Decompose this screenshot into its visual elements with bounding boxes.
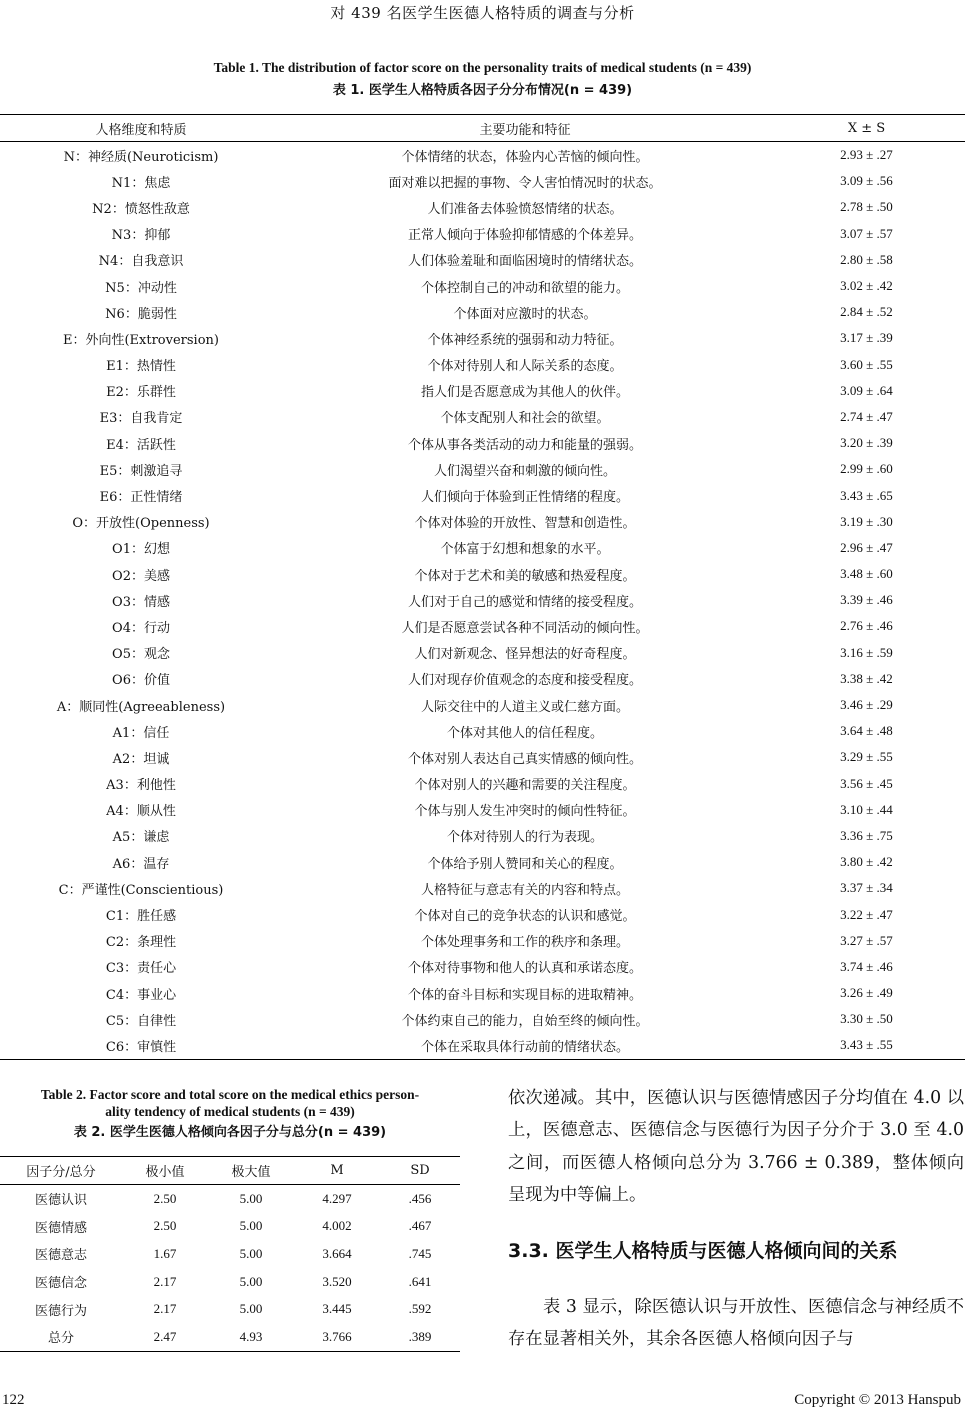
table1-cell: N3：抑郁 xyxy=(111,228,171,244)
table1-cell: 3.09 ± .56 xyxy=(840,173,893,189)
table1-cell: A1：信任 xyxy=(112,725,170,741)
table2-caption-zh: 表 2. 医学生医德人格倾向各因子分与总分(n = 439) xyxy=(73,1125,387,1140)
table2-cell: 医德意志 xyxy=(34,1248,87,1264)
table1-cell: 人们对新观念、怪异想法的好奇程度。 xyxy=(414,647,636,663)
table1-cell: 个体控制自己的冲动和欲望的能力。 xyxy=(420,280,629,296)
table1-cell: 个体与别人发生冲突时的倾向性特征。 xyxy=(414,804,636,820)
table1-cell: 3.22 ± .47 xyxy=(840,906,893,922)
table1-cell: 个体对待别人的行为表现。 xyxy=(446,830,603,846)
table1-cell: 3.38 ± .42 xyxy=(840,670,893,686)
table1-row xyxy=(0,168,965,194)
table2-caption-en xyxy=(0,1086,460,1120)
table1-row xyxy=(0,928,965,954)
table2-cell: 医德行为 xyxy=(34,1303,87,1319)
table1-cell: 3.43 ± .55 xyxy=(768,1032,965,1059)
section-heading: 3.3. 医学生人格特质与医德人格倾向间的关系 xyxy=(508,1240,898,1262)
table1-cell: 人们体验羞耻和面临困境时的情绪状态。 xyxy=(407,254,642,270)
table1-row xyxy=(0,325,965,351)
table1-row xyxy=(0,980,965,1006)
table2-cell: 5.00 xyxy=(239,1301,263,1317)
table1-cell: 个体从事各类活动的动力和能量的强弱。 xyxy=(407,437,642,453)
body-paragraph: 依次递减。其中，医德认识与医德情感因子分均值在 4.0 以上，医德意志、医德信念与医德行为因子分介于 3.0 至 4.0 之间，而医德人格倾向总分为 3.766 ± 0.389，整体倾向呈现为中等偏上。 xyxy=(508,1088,964,1206)
table1-cell: 3.26 ± .49 xyxy=(840,985,893,1001)
table1-cell: 3.20 ± .39 xyxy=(840,435,893,451)
table2-cell: .389 xyxy=(380,1323,460,1351)
table1-cell: A3：利他性 xyxy=(106,778,176,794)
table1-caption-en: Table 1. The distribution of factor score on the personality traits of medical students (n = 439) xyxy=(213,60,752,75)
table1-cell: 个体约束自己的能力，自始至终的倾向性。 xyxy=(401,1013,649,1029)
table1-row xyxy=(0,875,965,901)
table1-cell: 3.02 ± .42 xyxy=(840,278,893,294)
table2-caption-en-line: ality tendency of medical students (n = 439) xyxy=(105,1104,355,1119)
table1-cell: 个体在采取具体行动前的情绪状态。 xyxy=(282,1032,768,1059)
table1-row xyxy=(0,613,965,639)
table1-row xyxy=(0,901,965,927)
table1-header-cell: 主要功能和特征 xyxy=(282,115,768,142)
copyright-notice: Copyright © 2013 Hanspub xyxy=(794,1392,961,1408)
table1-cell: O1：幻想 xyxy=(112,542,170,558)
table2-cell: 医德认识 xyxy=(34,1193,87,1209)
table1-row xyxy=(0,640,965,666)
table1-cell: 个体对别人的兴趣和需要的关注程度。 xyxy=(414,778,636,794)
table1-cell: N1：焦虑 xyxy=(111,175,171,191)
table2-cell: 2.50 xyxy=(153,1218,177,1234)
table2-cell: 2.17 xyxy=(153,1301,177,1317)
table1-cell: O4：行动 xyxy=(112,620,170,636)
table1-cell: 3.39 ± .46 xyxy=(840,592,893,608)
table1-cell: N2：愤怒性敌意 xyxy=(92,201,190,217)
table1-cell: E2：乐群性 xyxy=(106,385,176,401)
running-head: 对 439 名医学生医德人格特质的调查与分析 xyxy=(330,4,635,22)
table1-cell: 3.30 ± .50 xyxy=(840,1011,893,1027)
table1-cell: 3.07 ± .57 xyxy=(840,225,893,241)
table1-row xyxy=(0,744,965,770)
table2-cell: .456 xyxy=(408,1190,432,1206)
table2-cell: 5.00 xyxy=(239,1273,263,1289)
table1-cell: E1：热情性 xyxy=(106,359,176,375)
table1-cell: O6：价值 xyxy=(112,673,170,689)
table1-cell: 3.80 ± .42 xyxy=(840,854,893,870)
table2-row xyxy=(0,1295,460,1323)
table1-cell: 3.36 ± .75 xyxy=(840,827,893,843)
table1-cell: 个体神经系统的强弱和动力特征。 xyxy=(427,332,623,348)
table1-cell: C1：胜任感 xyxy=(105,909,177,925)
table1-row xyxy=(0,509,965,535)
table1-row xyxy=(0,1032,965,1059)
table1-cell: 个体支配别人和社会的欲望。 xyxy=(440,411,610,427)
table1-cell: A6：温存 xyxy=(112,856,170,872)
table1-cell: 3.60 ± .55 xyxy=(840,356,893,372)
table1-cell: N4：自我意识 xyxy=(98,254,184,270)
table1-cell: 3.10 ± .44 xyxy=(840,801,893,817)
table1-cell: O5：观念 xyxy=(112,647,170,663)
table1-cell: 人们渴望兴奋和刺激的倾向性。 xyxy=(433,463,616,479)
table1-cell: 个体对自己的竞争状态的认识和感觉。 xyxy=(414,909,636,925)
table1-row xyxy=(0,954,965,980)
table1-cell: 个体对别人表达自己真实情感的倾向性。 xyxy=(407,751,642,767)
table2-header-cell: 因子分/总分 xyxy=(0,1157,122,1185)
table1-cell: 个体对待别人和人际关系的态度。 xyxy=(427,359,623,375)
table1-row xyxy=(0,587,965,613)
table1-cell: 2.80 ± .58 xyxy=(840,251,893,267)
table1-cell: N5：冲动性 xyxy=(105,280,177,296)
table1-cell: O3：情感 xyxy=(112,594,170,610)
table1-row xyxy=(0,273,965,299)
body-paragraph: 表 3 显示，除医德认识与开放性、医德信念与神经质不存在显著相关外，其余各医德人格倾向因子与 xyxy=(508,1297,964,1350)
table1-cell: C：严谨性(Conscientious) xyxy=(58,882,224,898)
table1-cell: 个体的奋斗目标和实现目标的进取精神。 xyxy=(407,987,642,1003)
table1-cell: 指人们是否愿意成为其他人的伙伴。 xyxy=(420,385,629,401)
table1 xyxy=(0,114,965,1060)
table1-row xyxy=(0,797,965,823)
table1-cell: 3.56 ± .45 xyxy=(840,775,893,791)
table2-caption-en-line: Table 2. Factor score and total score on the medical ethics person- xyxy=(40,1087,420,1102)
table2-cell: 2.47 xyxy=(122,1323,208,1351)
table1-cell: 2.93 ± .27 xyxy=(840,147,893,163)
table2-row xyxy=(0,1323,460,1351)
table2-cell: 4.002 xyxy=(322,1218,352,1234)
table1-cell: 人格特征与意志有关的内容和特点。 xyxy=(420,882,629,898)
table2-cell: 4.93 xyxy=(208,1323,294,1351)
table1-cell: 个体给予别人赞同和关心的程度。 xyxy=(427,856,623,872)
table1-cell: 2.84 ± .52 xyxy=(840,304,893,320)
table1-row xyxy=(0,352,965,378)
table1-cell: C6：审慎性 xyxy=(0,1032,282,1059)
table1-cell: C4：事业心 xyxy=(105,987,177,1003)
table2-cell: 医德信念 xyxy=(34,1276,87,1292)
table1-row xyxy=(0,561,965,587)
table1-cell: 3.29 ± .55 xyxy=(840,749,893,765)
table1-row xyxy=(0,194,965,220)
table1-cell: 个体富于幻想和想象的水平。 xyxy=(440,542,610,558)
table1-cell: C5：自律性 xyxy=(105,1013,177,1029)
table1-cell: 3.19 ± .30 xyxy=(840,513,893,529)
table1-cell: 2.99 ± .60 xyxy=(840,461,893,477)
table2-row xyxy=(0,1185,460,1213)
table2-header-cell: 极大值 xyxy=(208,1157,294,1185)
table1-cell: 人们对于自己的感觉和情绪的接受程度。 xyxy=(407,594,642,610)
table1-cell: A2：坦诚 xyxy=(112,751,170,767)
table2-cell: 总分 xyxy=(0,1323,122,1351)
table2 xyxy=(0,1156,460,1352)
table1-cell: 人们准备去体验愤怒情绪的状态。 xyxy=(427,201,623,217)
table1-header-cell: X ± S xyxy=(768,115,965,142)
table2-header-row xyxy=(0,1157,460,1185)
table1-row xyxy=(0,299,965,325)
table1-row xyxy=(0,718,965,744)
table1-cell: E：外向性(Extroversion) xyxy=(62,332,219,348)
table1-cell: 3.09 ± .64 xyxy=(840,382,893,398)
table2-cell: 5.00 xyxy=(239,1218,263,1234)
table1-row xyxy=(0,247,965,273)
table1-cell: 3.27 ± .57 xyxy=(840,932,893,948)
table2-cell: 3.664 xyxy=(322,1245,352,1261)
table1-cell: 2.78 ± .50 xyxy=(840,199,893,215)
table2-cell: 3.520 xyxy=(322,1273,352,1289)
table2-cell: 5.00 xyxy=(239,1190,263,1206)
table1-cell: 3.16 ± .59 xyxy=(840,644,893,660)
table1-row xyxy=(0,666,965,692)
table1-cell: 3.64 ± .48 xyxy=(840,723,893,739)
table1-cell: 人们倾向于体验到正性情绪的程度。 xyxy=(420,490,629,506)
table1-row xyxy=(0,430,965,456)
table1-cell: 正常人倾向于体验抑郁情感的个体差异。 xyxy=(407,228,642,244)
table2-cell: 2.50 xyxy=(153,1190,177,1206)
table2-cell: 3.445 xyxy=(322,1301,352,1317)
table2-cell: 医德情感 xyxy=(34,1220,87,1236)
table1-cell: 个体对其他人的信任程度。 xyxy=(446,725,603,741)
table1-cell: 2.76 ± .46 xyxy=(840,618,893,634)
table1-cell: 3.48 ± .60 xyxy=(840,566,893,582)
table1-cell: 个体对于艺术和美的敏感和热爱程度。 xyxy=(414,568,636,584)
table1-cell: 3.17 ± .39 xyxy=(840,330,893,346)
table1-row xyxy=(0,404,965,430)
table1-cell: 3.37 ± .34 xyxy=(840,880,893,896)
table2-cell: 4.297 xyxy=(322,1190,352,1206)
table2-row xyxy=(0,1240,460,1268)
table1-row xyxy=(0,482,965,508)
table1-cell: E3：自我肯定 xyxy=(99,411,183,427)
table2-cell: .467 xyxy=(408,1218,432,1234)
table1-cell: C2：条理性 xyxy=(105,935,177,951)
table1-cell: E6：正性情绪 xyxy=(99,490,183,506)
table2-cell: .592 xyxy=(408,1301,432,1317)
table1-row xyxy=(0,221,965,247)
table1-row xyxy=(0,849,965,875)
table1-cell: 人们对现存价值观念的态度和接受程度。 xyxy=(407,673,642,689)
table1-row xyxy=(0,142,965,169)
table1-cell: 面对难以把握的事物、令人害怕情况时的状态。 xyxy=(388,175,662,191)
table1-cell: N6：脆弱性 xyxy=(105,306,177,322)
table1-row xyxy=(0,1006,965,1032)
table1-cell: 3.46 ± .29 xyxy=(840,697,893,713)
table2-header-cell: 极小值 xyxy=(122,1157,208,1185)
page-number: 122 xyxy=(2,1392,25,1408)
table1-cell: 个体面对应激时的状态。 xyxy=(453,306,597,322)
table2-cell: 5.00 xyxy=(239,1245,263,1261)
table1-cell: O2：美感 xyxy=(112,568,170,584)
table1-cell: 个体情绪的状态，体验内心苦恼的倾向性。 xyxy=(401,149,649,165)
table1-row xyxy=(0,823,965,849)
table1-cell: A5：谦虑 xyxy=(112,830,170,846)
table1-cell: A4：顺从性 xyxy=(106,804,176,820)
table1-cell: E5：刺激追寻 xyxy=(99,463,183,479)
table1-row xyxy=(0,378,965,404)
table1-cell: 个体对待事物和他人的认真和承诺态度。 xyxy=(407,961,642,977)
table1-header-cell: 人格维度和特质 xyxy=(0,115,282,142)
table1-cell: 个体处理事务和工作的秩序和条理。 xyxy=(420,935,629,951)
table1-cell: 人们是否愿意尝试各种不同活动的倾向性。 xyxy=(401,620,649,636)
table2-cell: .745 xyxy=(408,1245,432,1261)
table1-cell: 2.96 ± .47 xyxy=(840,539,893,555)
table2-header-cell: SD xyxy=(380,1157,460,1185)
table1-cell: C3：责任心 xyxy=(105,961,177,977)
table1-cell: 2.74 ± .47 xyxy=(840,408,893,424)
table1-cell: 人际交往中的人道主义或仁慈方面。 xyxy=(420,699,629,715)
table1-row xyxy=(0,456,965,482)
table1-cell: O：开放性(Openness) xyxy=(72,516,210,532)
table1-caption-zh: 表 1. 医学生人格特质各因子分分布情况(n = 439) xyxy=(332,83,633,98)
table2-cell: 1.67 xyxy=(153,1245,177,1261)
table1-row xyxy=(0,535,965,561)
table2-cell: 3.766 xyxy=(294,1323,380,1351)
table1-cell: E4：活跃性 xyxy=(106,437,176,453)
table2-header-cell: M xyxy=(294,1157,380,1185)
table1-row xyxy=(0,771,965,797)
table1-cell: 3.74 ± .46 xyxy=(840,958,893,974)
table2-row xyxy=(0,1213,460,1241)
table2-cell: 2.17 xyxy=(153,1273,177,1289)
table1-cell: 个体对体验的开放性、智慧和创造性。 xyxy=(414,516,636,532)
table1-header-row xyxy=(0,115,965,142)
table1-cell: N：神经质(Neuroticism) xyxy=(63,149,219,165)
table2-row xyxy=(0,1268,460,1296)
table2-cell: .641 xyxy=(408,1273,432,1289)
table1-cell: A：顺同性(Agreeableness) xyxy=(56,699,226,715)
table1-cell: 3.43 ± .65 xyxy=(840,487,893,503)
table1-row xyxy=(0,692,965,718)
